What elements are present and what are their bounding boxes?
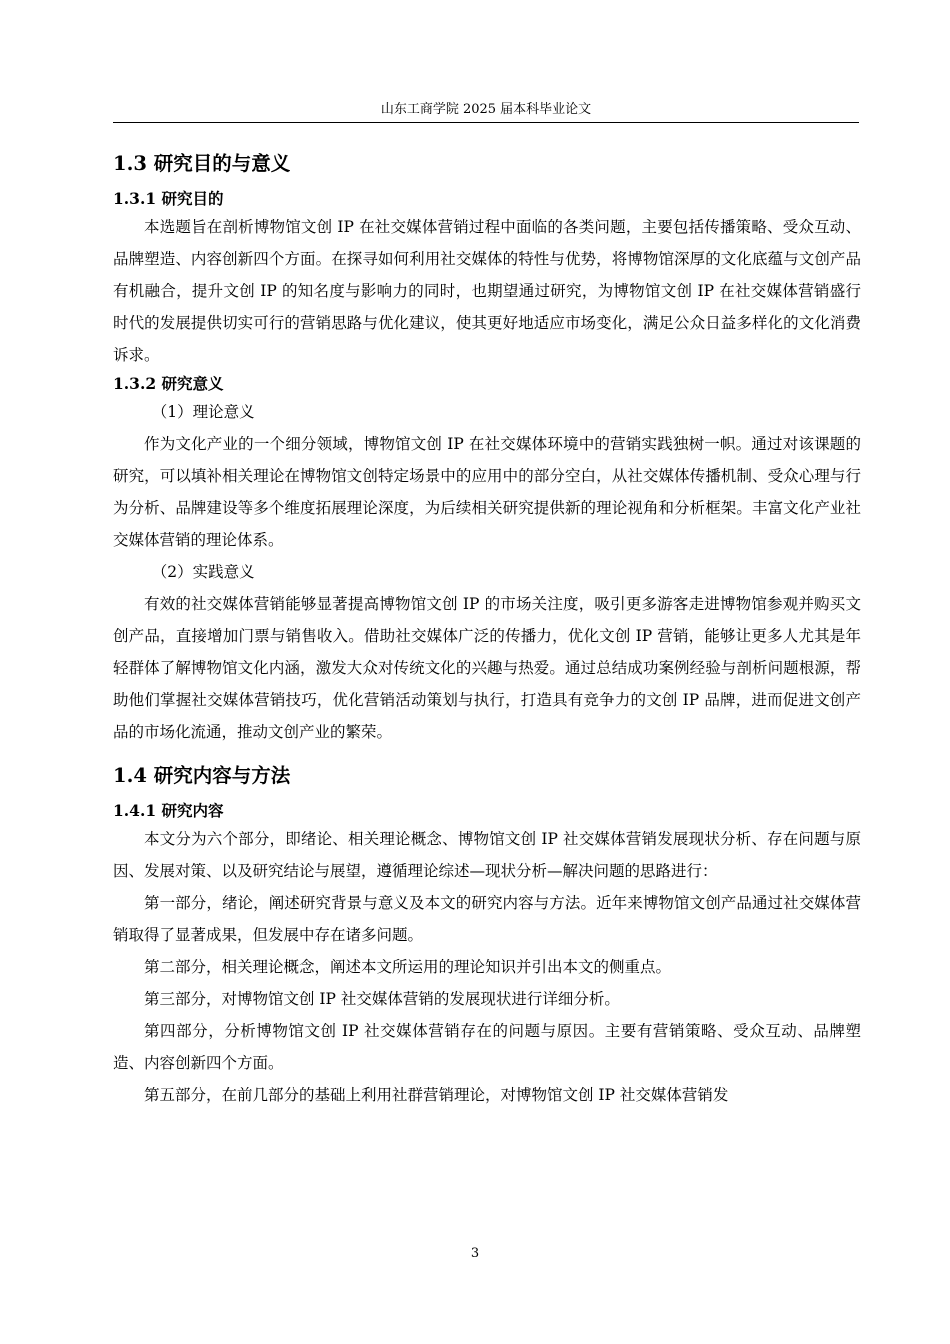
paragraph: 第五部分，在前几部分的基础上利用社群营销理论，对博物馆文创 IP 社交媒体营销发 xyxy=(144,1086,729,1104)
running-header: 山东工商学院 2025 届本科毕业论文 xyxy=(380,102,592,117)
section-1-3-1-heading: 1.3.1 研究目的 xyxy=(113,189,224,208)
page-body xyxy=(113,146,861,1111)
section-1-3-2-heading: 1.3.2 研究意义 xyxy=(113,374,224,393)
section-1-4-1-heading: 1.4.1 研究内容 xyxy=(113,801,224,820)
subheading-practice: （2）实践意义 xyxy=(151,563,255,581)
page-number: 3 xyxy=(470,1246,480,1261)
paragraph: 有效的社交媒体营销能够显著提高博物馆文创 IP 的市场关注度，吸引更多游客走进博物馆参观并购买文创产品，直接增加门票与销售收入。借助社交媒体广泛的传播力，优化文创 IP 营销，能够让更多人尤其是年轻群体了解博物馆文化内涵，激发大众对传统文化的兴趣与热爱。通过总结成功案例经验与剖析问题根源，帮助他们掌握社交媒体营销技巧，优化营销活动策划与执行，打造具有竞争力的文创 IP 品牌，进而促进文创产品的市场化流通，推动文创产业的繁荣。 xyxy=(113,595,861,741)
subheading-theory: （1）理论意义 xyxy=(151,403,255,421)
paragraph: 作为文化产业的一个细分领域，博物馆文创 IP 在社交媒体环境中的营销实践独树一帜。通过对该课题的研究，可以填补相关理论在博物馆文创特定场景中的应用中的部分空白，从社交媒体传播机制、受众心理与行为分析、品牌建设等多个维度拓展理论深度，为后续相关研究提供新的理论视角和分析框架。丰富文化产业社交媒体营销的理论体系。 xyxy=(113,435,861,549)
section-1-3-heading: 1.3 研究目的与意义 xyxy=(113,152,291,175)
section-1-4-heading: 1.4 研究内容与方法 xyxy=(113,764,291,787)
paragraph: 第一部分，绪论，阐述研究背景与意义及本文的研究内容与方法。近年来博物馆文创产品通过社交媒体营销取得了显著成果，但发展中存在诸多问题。 xyxy=(113,894,861,944)
paragraph: 第三部分，对博物馆文创 IP 社交媒体营销的发展现状进行详细分析。 xyxy=(144,990,620,1008)
paragraph: 本文分为六个部分，即绪论、相关理论概念、博物馆文创 IP 社交媒体营销发展现状分析、存在问题与原因、发展对策、以及研究结论与展望，遵循理论综述—现状分析—解决问题的思路进行： xyxy=(113,830,861,880)
paragraph: 第四部分，分析博物馆文创 IP 社交媒体营销存在的问题与原因。主要有营销策略、受众互动、品牌塑造、内容创新四个方面。 xyxy=(113,1022,861,1072)
paragraph: 第二部分，相关理论概念，阐述本文所运用的理论知识并引出本文的侧重点。 xyxy=(144,958,672,976)
paragraph: 本选题旨在剖析博物馆文创 IP 在社交媒体营销过程中面临的各类问题，主要包括传播策略、受众互动、品牌塑造、内容创新四个方面。在探寻如何利用社交媒体的特性与优势，将博物馆深厚的文化底蕴与文创产品有机融合，提升文创 IP 的知名度与影响力的同时，也期望通过研究，为博物馆文创 IP 在社交媒体营销盛行时代的发展提供切实可行的营销思路与优化建议，使其更好地适应市场变化，满足公众日益多样化的文化消费诉求。 xyxy=(113,218,861,364)
header-divider xyxy=(113,122,859,123)
